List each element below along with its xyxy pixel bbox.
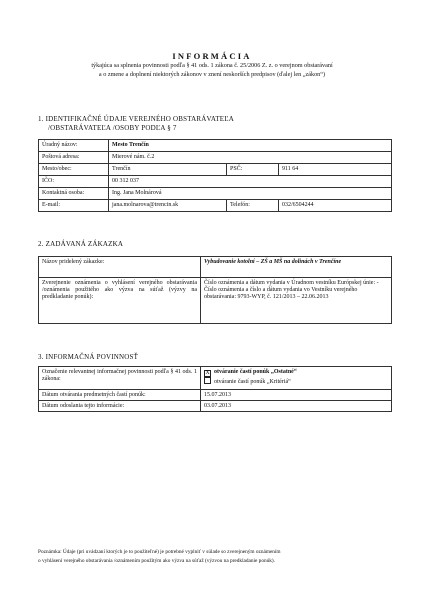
adresa-value: Mierové nám. č.2: [109, 152, 392, 164]
urad-value: Mesto Trenčín: [109, 140, 392, 152]
document-subtitle-line1: týkajúca sa splnenia povinnosti podľa § 41 ods. 1 zákona č. 25/2006 Z. z. o verejnom obstarávaní: [91, 62, 333, 69]
table-row: [39, 176, 392, 188]
table-row: [39, 278, 392, 324]
oznacenie-label: Označenie relevantnej informačnej povinnosti podľa § 41 ods. 1 zákona:: [39, 367, 201, 390]
contract-table: [38, 256, 392, 324]
urad-label: Úradný názov:: [39, 140, 109, 152]
ico-value: 00 312 037: [109, 176, 392, 188]
table-row: [39, 140, 392, 152]
identification-table: [38, 139, 392, 212]
option-ostatne: [204, 369, 388, 377]
table-row: [39, 257, 392, 278]
section1-heading: [38, 115, 398, 133]
zverejnenie-label: Zverejnenie oznámenia o vyhlásení verejného obstarávania /oznámenia použitého ako výzva na súťaž (výzvy na predkladanie ponúk):: [39, 278, 201, 324]
table-row: [39, 401, 392, 412]
psc-value: 911 64: [279, 164, 392, 176]
footnote-line1: Poznámka: Údaje (pri uvádzaní ktorých je to použiteľné) je potrebné vyplniť v súlade so zverejneným oznámením: [38, 549, 281, 555]
oznacenie-options: [201, 367, 392, 390]
vestnik-text: Číslo oznámenia a číslo a dátum vydania vo Vestníku verejného obstarávania: 9793-WYP, č. 121/2013 – 22.06.2013: [204, 287, 358, 301]
option-kriteria: [204, 377, 388, 386]
psc-label: PSČ:: [227, 164, 279, 176]
email-value: jana.molnarova@trencin.sk: [109, 200, 227, 212]
checkbox-checked-icon[interactable]: X: [205, 370, 210, 376]
datum-otvarania-value: 15.07.2013: [201, 390, 392, 401]
table-row: [39, 367, 392, 390]
email-label: E-mail:: [39, 200, 109, 212]
information-table: [38, 366, 392, 412]
datum-odoslania-label: Dátum odoslania tejto informácie:: [39, 401, 201, 412]
document-subtitle-line2: a o zmene a doplnení niektorých zákonov v znení neskorších predpisov (ďalej len „zákon“): [98, 71, 326, 78]
section1-heading-line2: /OBSTARÁVATEĽA /OSOBY PODĽA § 7: [48, 124, 177, 132]
footnote: [38, 548, 398, 565]
table-row: [39, 164, 392, 176]
checkbox-unchecked-icon[interactable]: [204, 377, 211, 384]
document-title: INFORMÁCIA: [172, 51, 252, 61]
section2-heading: 2. ZADÁVANÁ ZÁKAZKA: [38, 240, 124, 248]
datum-otvarania-label: Dátum otvárania predmetných častí ponúk:: [39, 390, 201, 401]
eu-journal-text: Číslo oznámenia a dátum vydania v Úradnom vestníku Európskej únie: -: [204, 280, 379, 286]
mesto-label: Mesto/obec:: [39, 164, 109, 176]
nazov-value: Vybudovanie kotolní – ZŠ a MŠ na dolinách v Trenčíne: [201, 257, 392, 278]
mesto-value: Trenčín: [109, 164, 227, 176]
table-row: [39, 188, 392, 200]
osoba-label: Kontaktná osoba:: [39, 188, 109, 200]
section3-heading: 3. INFORMAČNÁ POVINNOSŤ: [38, 353, 139, 361]
datum-odoslania-value: 03.07.2013: [201, 401, 392, 412]
option-ostatne-label: otváranie častí ponúk „Ostatné“: [214, 369, 297, 375]
osoba-value: Ing. Jana Molnárová: [109, 188, 392, 200]
table-row: [39, 200, 392, 212]
zverejnenie-value: [201, 278, 392, 324]
telefon-label: Telefón:: [227, 200, 279, 212]
nazov-label: Názov pridelený zákazke:: [39, 257, 201, 278]
table-row: [39, 152, 392, 164]
section1-heading-line1: 1. IDENTIFIKAČNÉ ÚDAJE VEREJNÉHO OBSTARÁVATEĽA: [38, 115, 235, 123]
option-kriteria-label: otváranie častí ponúk „Kritériá“: [214, 379, 291, 385]
footnote-line2: o vyhlásení verejného obstarávania /oznámením použitým ako výzva na súťaž (výzvou na predkladanie ponúk).: [38, 557, 276, 564]
ico-label: IČO:: [39, 176, 109, 188]
table-row: [39, 390, 392, 401]
adresa-label: Poštová adresa:: [39, 152, 109, 164]
telefon-value: 032/6504244: [279, 200, 392, 212]
